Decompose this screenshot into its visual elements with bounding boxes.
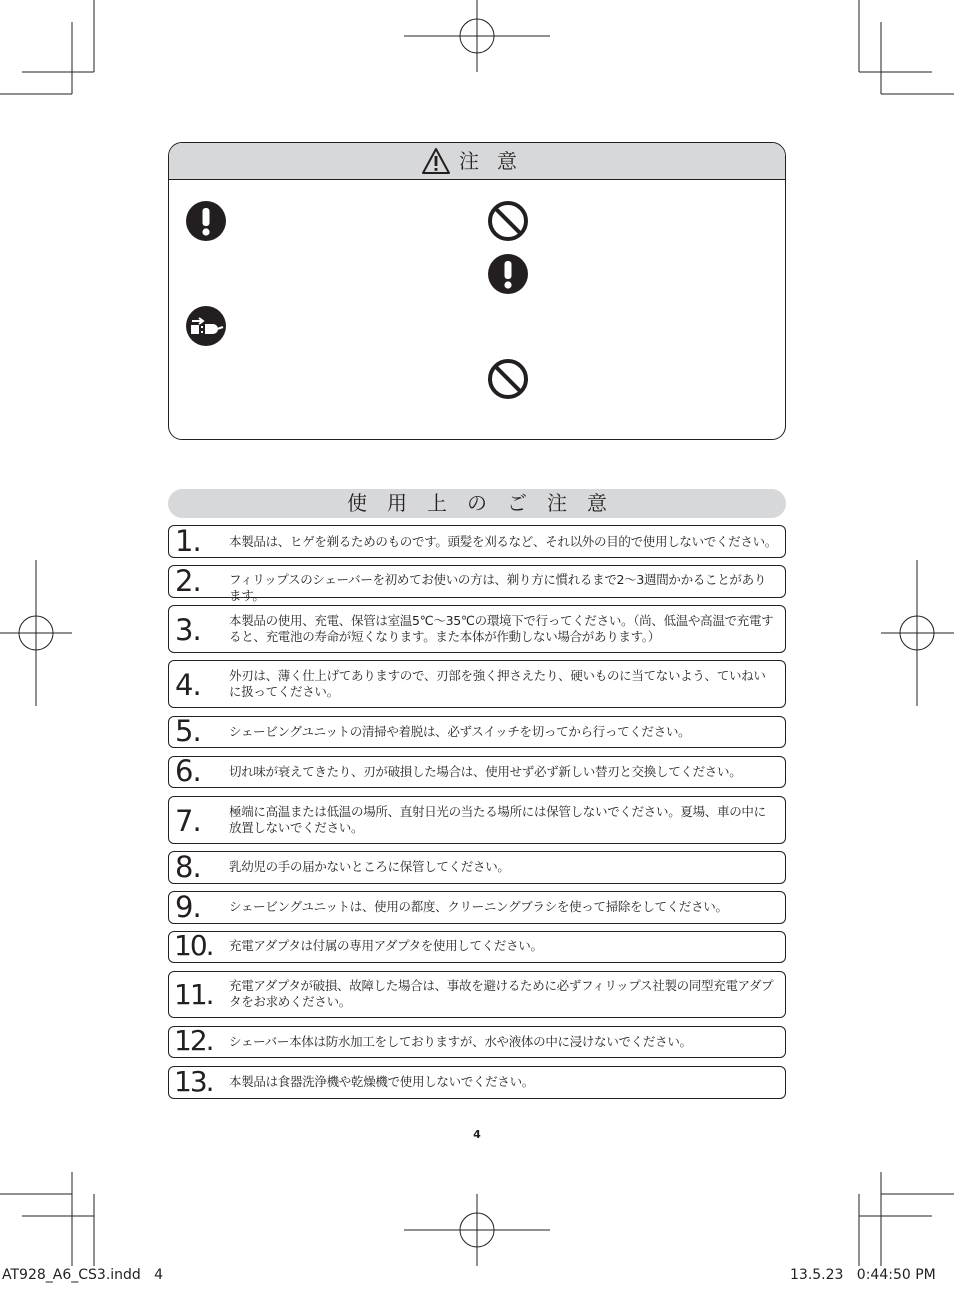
item-text: 充電アダプタが破損、故障した場合は、事故を避けるために必ずフィリップス社製の同型充電アダプタをお求めください。 bbox=[229, 978, 774, 1009]
list-item bbox=[168, 605, 786, 653]
item-number: 7. bbox=[175, 804, 201, 838]
usage-precautions-title: 使用上のご注意 bbox=[347, 491, 627, 515]
item-number: 6. bbox=[175, 754, 201, 788]
usage-precautions-header bbox=[168, 489, 786, 518]
item-number: 4. bbox=[175, 668, 201, 702]
item-number: 8. bbox=[175, 850, 201, 884]
list-item bbox=[168, 716, 786, 748]
item-text: シェービングユニットの清掃や着脱は、必ずスイッチを切ってから行ってください。 bbox=[229, 724, 691, 739]
slug-timestamp-text: 13.5.23 0:44:50 PM bbox=[790, 1267, 936, 1283]
list-item bbox=[168, 851, 786, 884]
mandatory-exclamation-icon bbox=[487, 253, 529, 295]
list-item bbox=[168, 564, 786, 603]
item-number: 5. bbox=[175, 714, 201, 748]
item-text: 切れ味が衰えてきたり、刃が破損した場合は、使用せず必ず新しい替刃と交換してください。 bbox=[229, 764, 742, 779]
caution-title: 注意 bbox=[459, 149, 535, 173]
list-item bbox=[168, 756, 786, 788]
caution-header bbox=[169, 143, 785, 180]
list-item bbox=[168, 1066, 786, 1099]
slug-filename-text: AT928_A6_CS3.indd 4 bbox=[2, 1267, 164, 1283]
item-text: 乳幼児の手の届かないところに保管してください。 bbox=[229, 859, 510, 874]
item-number: 3. bbox=[175, 613, 201, 647]
item-text: 本製品は、ヒゲを剃るためのものです。頭髪を刈るなど、それ以外の目的で使用しないでください。 bbox=[229, 534, 778, 549]
item-text: シェービングユニットは、使用の都度、クリーニングブラシを使って掃除をしてください。 bbox=[229, 899, 728, 914]
item-text: フィリップスのシェーバーを初めてお使いの方は、剃り方に慣れるまで2〜3週間かかることがあります。 bbox=[229, 572, 767, 603]
item-text: 充電アダプタは付属の専用アダプタを使用してください。 bbox=[229, 938, 543, 953]
list-item bbox=[168, 931, 786, 963]
item-number: 9. bbox=[175, 890, 201, 924]
item-number: 12. bbox=[174, 1024, 213, 1057]
list-item bbox=[168, 525, 786, 558]
item-text: 本製品の使用、充電、保管は室温5℃〜35℃の環境下で行ってください。（尚、低温や高温で充電すると、充電池の寿命が短くなります。また本体が作動しない場合があります。） bbox=[229, 613, 774, 644]
prohibition-icon bbox=[487, 358, 529, 400]
list-item bbox=[168, 796, 786, 844]
item-text: 外刃は、薄く仕上げてありますので、刃部を強く押さえたり、硬いものに当てないよう、ていねいに扱ってください。 bbox=[229, 668, 766, 699]
mandatory-exclamation-icon bbox=[185, 200, 227, 242]
list-item bbox=[168, 660, 786, 708]
page-number: 4 bbox=[473, 1128, 481, 1141]
item-text: シェーバー本体は防水加工をしておりますが、水や液体の中に浸けないでください。 bbox=[229, 1034, 692, 1049]
list-item bbox=[168, 971, 786, 1018]
slug-timestamp bbox=[790, 1267, 936, 1283]
item-number: 10. bbox=[174, 929, 213, 962]
list-item bbox=[168, 891, 786, 924]
item-text: 極端に高温または低温の場所、直射日光の当たる場所には保管しないでください。夏場、車の中に放置しないでください。 bbox=[229, 804, 766, 835]
item-number: 2. bbox=[175, 564, 201, 598]
list-item bbox=[168, 1026, 786, 1058]
slug-filename bbox=[2, 1267, 163, 1283]
item-number: 1. bbox=[175, 524, 201, 558]
item-number: 13. bbox=[174, 1065, 213, 1098]
item-text: 本製品は食器洗浄機や乾燥機で使用しないでください。 bbox=[229, 1074, 535, 1089]
caution-panel bbox=[168, 142, 786, 440]
prohibition-icon bbox=[487, 200, 529, 242]
item-number: 11. bbox=[174, 978, 213, 1011]
unplug-icon bbox=[185, 305, 227, 347]
